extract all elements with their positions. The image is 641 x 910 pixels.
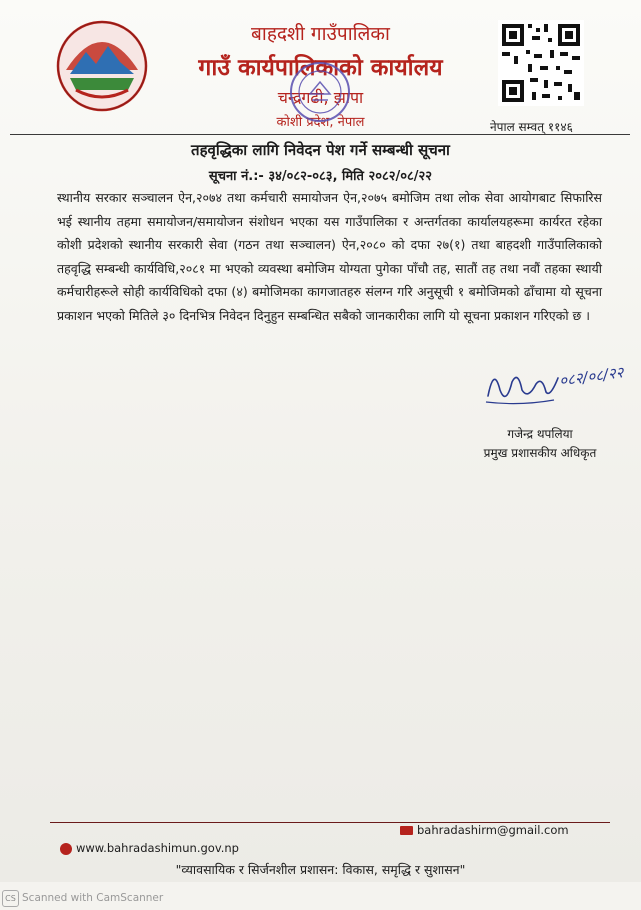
handwritten-signature	[480, 356, 630, 416]
municipality-name: बाहदशी गाउँपालिका	[251, 23, 390, 45]
qr-code	[498, 20, 584, 106]
footer-email	[400, 823, 569, 837]
office-name: गाउँ कार्यपालिकाको कार्यालय	[198, 55, 443, 81]
office-stamp	[288, 60, 352, 124]
footer-website	[60, 841, 239, 855]
notice-reference: सूचना नं.:- ३४/०८२-०८३, मिति २०८२/०८/२२	[208, 169, 433, 184]
signature-date: ०८२/०८/२२	[558, 363, 625, 390]
notice-body: स्थानीय सरकार सञ्चालन ऐन,२०७४ तथा कर्मचारी समायोजन ऐन,२०७५ बमोजिम तथा लोक सेवा आयोगबाट सिफारिस भई स्थानीय तहमा समायोजन/समायोजन संशोधन भएका यस गाउँपालिका र अन्तर्गतका कार्यालयहरूमा कार्यरत रहेका कोशी प्रदेशको स्थानीय सरकारी सेवा (गठन तथा सञ्चालन) ऐन,२०८० को दफा २७(१) तथा बाहदशी गाउँपालिकाको तहवृद्धि सम्बन्धी कार्यविधि,२०८१ मा भएको व्यवस्था बमोजिम योग्यता पुगेका पाँचौ तह, सातौं तह तथा नवौं तहका स्थायी कर्मचारीहरूले सोही कार्यविधिको दफा (४) बमोजिमका कागजातहरु संलग्न गरि अनुसूची १ बमोजिमको ढाँचामा यो सूचना प्रकाशन भएको मितिले ३० दिनभित्र निवेदन दिनुहुन सम्बन्धित सबैको जानकारीका लागि यो सूचना प्रकाशन गरिएको छ ।	[57, 190, 602, 323]
office-province: कोशी प्रदेश, नेपाल	[276, 115, 365, 130]
website-text: www.bahradashimun.gov.np	[76, 841, 239, 855]
envelope-icon	[400, 826, 413, 835]
header-divider	[10, 134, 630, 135]
camscanner-icon: CS	[2, 890, 19, 907]
notice-title: तहवृद्धिका लागि निवेदन पेश गर्ने सम्बन्धी सूचना	[191, 141, 450, 159]
signatory-designation: प्रमुख प्रशासकीय अधिकृत	[483, 446, 597, 460]
scanner-watermark	[2, 889, 163, 907]
scanner-watermark-text: Scanned with CamScanner	[22, 892, 164, 904]
footer-slogan: "व्यावसायिक र सिर्जनशील प्रशासन: विकास, समृद्धि र सुशासन"	[175, 862, 466, 877]
globe-icon	[60, 843, 72, 855]
nepal-sambat-date: नेपाल सम्वत् ११४६	[490, 120, 573, 134]
email-text: bahradashirm@gmail.com	[417, 823, 569, 837]
office-location: चन्द्रगढी, झापा	[277, 88, 364, 107]
signatory-name: गजेन्द्र थपलिया	[507, 427, 573, 441]
